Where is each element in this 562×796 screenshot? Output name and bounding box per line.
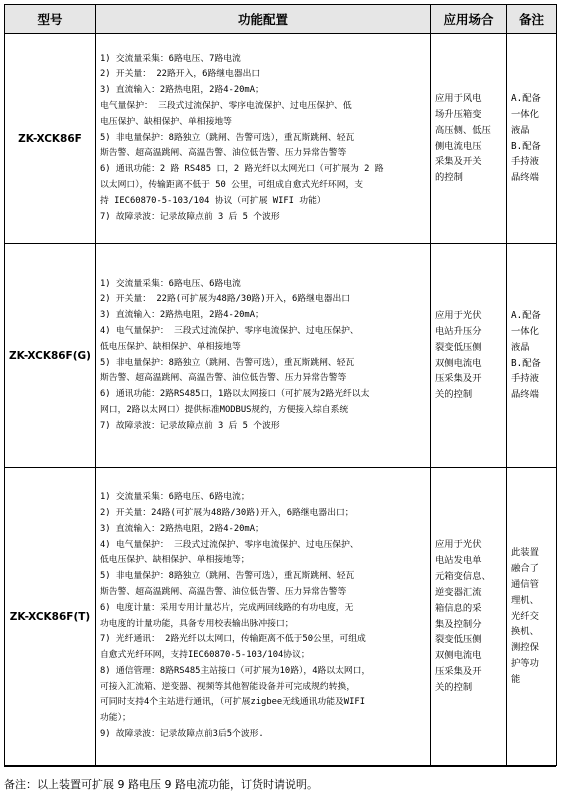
- function-line: 3) 直流输入：2路热电阻，2路4-20mA；: [100, 85, 264, 96]
- function-line: 6) 通讯功能：2路RS485口，1路以太网接口（可扩展为2路光纤以太: [100, 389, 370, 400]
- function-line: 7) 光纤通讯： 2路光纤以太网口，传输距离不低于50公里，可组成: [100, 634, 366, 645]
- note-line: 液晶: [511, 124, 530, 136]
- function-line: 自愈式光纤环网，支持IEC60870-5-103/104协议；: [100, 650, 310, 661]
- function-line: 斯告警、超高温跳闸、高温告警、油位低告警、压力异常告警等: [100, 586, 347, 597]
- application-line: 侧电流电压: [435, 140, 482, 152]
- function-line: 电压保护、缺相保护、单相接地等: [100, 116, 232, 127]
- note-line: B.配备: [511, 140, 541, 152]
- note-line: 一体化: [511, 325, 539, 337]
- function-line: 7) 故障录波：记录故障点前 3 后 5 个波形: [100, 211, 280, 222]
- table-row: [5, 468, 557, 766]
- table-row: [5, 244, 557, 468]
- function-line: 5) 非电量保护：8路独立（跳闸、告警可选），重瓦斯跳闸、轻瓦: [100, 571, 355, 582]
- function-line: 可接入汇流箱、逆变器、视频等其他智能设备并可完成规约转换，: [100, 681, 356, 692]
- model-cell: ZK-XCK86F(T): [5, 468, 96, 766]
- function-line: 持 IEC60870-5-103/104 协议（可扩展 WIFI 功能）: [100, 195, 326, 206]
- application-line: 高压侧、低压: [435, 124, 491, 136]
- functions-cell: [96, 468, 431, 766]
- note-cell: [507, 468, 557, 766]
- function-line: 5) 非电量保护：8路独立（跳闸、告警可选），重瓦斯跳闸、轻瓦: [100, 132, 355, 143]
- note-line: 一体化: [511, 108, 539, 120]
- application-line: 逆变器汇流: [435, 586, 482, 598]
- function-line: 斯告警、超高温跳闸、高温告警、油位低告警、压力异常告警等: [100, 148, 347, 159]
- function-line: 可同时支持4个主站进行通讯，（可扩展zigbee无线通讯功能及WIFI: [100, 697, 365, 708]
- table-header-row: [5, 5, 557, 34]
- function-line: 9) 故障录波：记录故障点前3后5个波形.: [100, 729, 264, 740]
- function-line: 电气量保护： 三段式过流保护、零序电流保护、过电压保护、低: [100, 101, 352, 111]
- note-line: 晶终端: [511, 172, 539, 184]
- application-cell: [431, 244, 507, 468]
- function-line: 6) 电度计量：采用专用计量芯片，完成两回线路的有功电度，无: [100, 602, 354, 613]
- note-line: 液晶: [511, 341, 530, 353]
- note-line: 光纤交: [511, 610, 539, 622]
- header-model: 型号: [5, 5, 96, 34]
- function-line: 5) 非电量保护：8路独立（跳闸、告警可选），重瓦斯跳闸、轻瓦: [100, 357, 355, 368]
- application-line: 应用于光伏: [435, 309, 482, 321]
- function-line: 斯告警、超高温跳闸、高温告警、油位低告警、压力异常告警等: [100, 373, 347, 384]
- note-line: 手持液: [511, 156, 539, 168]
- function-line: 1) 交流量采集：6路电压、6路电流: [100, 278, 241, 289]
- function-line: 8) 通信管理：8路RS485主站接口（可扩展为10路），4路以太网口，: [100, 665, 371, 676]
- function-line: 1) 交流量采集：6路电压、7路电流: [100, 53, 241, 64]
- application-cell: [431, 34, 507, 244]
- functions-cell: [96, 34, 431, 244]
- header-note: 备注: [507, 5, 557, 34]
- note-line: 通信管: [511, 578, 539, 590]
- function-line: 低电压保护、缺相保护、单相接地等: [100, 341, 241, 352]
- table-row: [5, 34, 557, 244]
- function-line: 网口，2路以太网口）提供标准MODBUS规约，方便接入综自系统: [100, 404, 349, 415]
- note-line: 融合了: [511, 562, 539, 574]
- note-line: 手持液: [511, 373, 539, 385]
- application-line: 电站升压分: [435, 325, 482, 337]
- application-line: 裂变低压侧: [435, 341, 482, 353]
- note-cell: [507, 34, 557, 244]
- note-line: A.配备: [511, 309, 541, 321]
- application-line: 元箱变信息、: [435, 570, 491, 582]
- application-line: 场升压箱变: [435, 108, 482, 120]
- function-line: 4) 电气量保护： 三段式过流保护、零序电流保护、过电压保护、: [100, 325, 359, 336]
- application-line: 应用于风电: [435, 92, 482, 104]
- application-line: 压采集及开: [435, 373, 482, 385]
- function-line: 功能）；: [100, 713, 131, 724]
- function-line: 6) 通讯功能：2 路 RS485 口，2 路光纤以太网光口（可扩展为 2 路: [100, 164, 384, 175]
- application-line: 电站发电单: [435, 554, 482, 566]
- function-line: 3) 直流输入：2路热电阻，2路4-20mA；: [100, 523, 264, 534]
- application-line: 的控制: [435, 172, 463, 184]
- application-line: 双侧电流电: [435, 357, 482, 369]
- note-line: 护等功: [511, 658, 539, 670]
- note-cell: [507, 244, 557, 468]
- function-line: 低电压保护、缺相保护、单相接地等；: [100, 555, 250, 566]
- header-functions: 功能配置: [96, 5, 431, 34]
- note-line: 此装置: [511, 546, 539, 558]
- note-line: 晶终端: [511, 389, 539, 401]
- application-line: 集及控制分: [435, 618, 482, 630]
- model-cell: ZK-XCK86F(G): [5, 244, 96, 468]
- function-line: 1) 交流量采集：6路电压、6路电流；: [100, 492, 250, 503]
- function-line: 4) 电气量保护： 三段式过流保护、零序电流保护、过电压保护、: [100, 539, 359, 550]
- note-line: 换机、: [511, 626, 539, 638]
- application-line: 裂变低压侧: [435, 634, 482, 646]
- footer-divider: [4, 766, 556, 767]
- application-line: 箱信息的采: [435, 602, 482, 614]
- note-line: A.配备: [511, 92, 541, 104]
- note-line: B.配备: [511, 357, 541, 369]
- application-line: 压采集及开: [435, 666, 482, 678]
- application-line: 关的控制: [435, 682, 473, 694]
- application-line: 关的控制: [435, 389, 473, 401]
- header-application: 应用场合: [431, 5, 507, 34]
- note-line: 理机、: [511, 594, 539, 606]
- function-line: 2) 开关量： 22路开入，6路继电器出口: [100, 69, 261, 80]
- application-line: 采集及开关: [435, 156, 482, 168]
- note-line: 测控保: [511, 642, 539, 654]
- function-line: 以太网口），传输距离不低于 50 公里，可组成自愈式光纤环网，支: [100, 179, 364, 190]
- footer-note: 备注：以上装置可扩展 9 路电压 9 路电流功能，订货时请说明。: [4, 778, 318, 791]
- function-line: 2) 开关量：24路(可扩展为48路/30路)开入，6路继电器出口；: [100, 507, 354, 518]
- function-line: 3) 直流输入：2路热电阻，2路4-20mA；: [100, 310, 264, 321]
- note-line: 能: [511, 674, 521, 686]
- function-line: 7) 故障录波：记录故障点前 3 后 5 个波形: [100, 420, 280, 431]
- model-cell: ZK-XCK86F: [5, 34, 96, 244]
- application-line: 应用于光伏: [435, 538, 482, 550]
- function-line: 2) 开关量： 22路(可扩展为48路/30路)开入，6路继电器出口: [100, 294, 351, 305]
- application-cell: [431, 468, 507, 766]
- function-line: 功电度的计量功能，具备专用校表输出脉冲接口；: [100, 618, 294, 629]
- application-line: 双侧电流电: [435, 650, 482, 662]
- functions-cell: [96, 244, 431, 468]
- spec-table: [4, 4, 557, 766]
